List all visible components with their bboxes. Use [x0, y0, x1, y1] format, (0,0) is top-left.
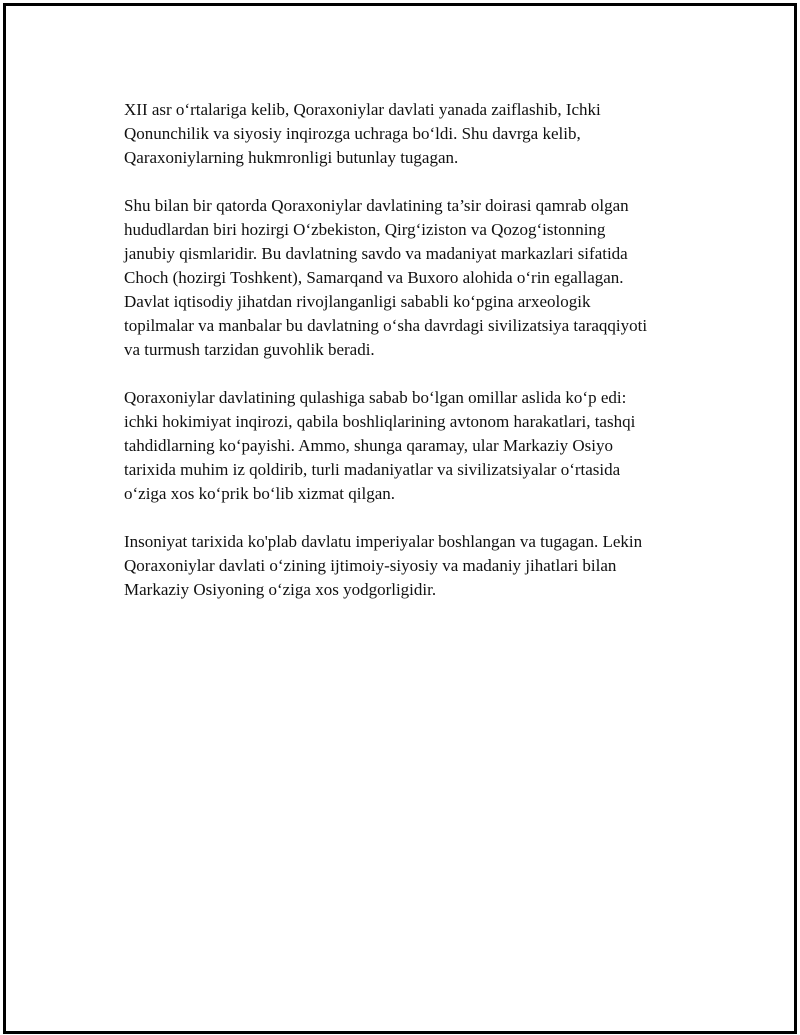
document-body [124, 98, 704, 626]
text-line: topilmalar va manbalar bu davlatning o‘sha davrdagi sivilizatsiya taraqqiyoti [124, 316, 648, 335]
page-frame [3, 3, 797, 1034]
text-line: o‘ziga xos ko‘prik bo‘lib xizmat qilgan. [124, 484, 395, 503]
paragraph-4 [124, 530, 704, 602]
text-line: tahdidlarning ko‘payishi. Ammo, shunga qaramay, ular Markaziy Osiyo [124, 436, 613, 455]
paragraph-1 [124, 98, 704, 170]
text-line: Markaziy Osiyoning o‘ziga xos yodgorligidir. [124, 580, 437, 599]
text-line: hududlardan biri hozirgi O‘zbekiston, Qirg‘iziston va Qozog‘istonning [124, 220, 606, 239]
text-line: XII asr o‘rtalariga kelib, Qoraxoniylar davlati yanada zaiflashib, Ichki [124, 100, 601, 119]
text-line: Choch (hozirgi Toshkent), Samarqand va Buxoro alohida o‘rin egallagan. [124, 268, 624, 287]
text-line: va turmush tarzidan guvohlik beradi. [124, 340, 375, 359]
text-line: Qoraxoniylar davlatining qulashiga sabab bo‘lgan omillar aslida ko‘p edi: [124, 388, 627, 407]
text-line: Shu bilan bir qatorda Qoraxoniylar davlatining ta’sir doirasi qamrab olgan [124, 196, 629, 215]
text-line: Qoraxoniylar davlati o‘zining ijtimoiy-siyosiy va madaniy jihatlari bilan [124, 556, 617, 575]
text-line: Qaraxoniylarning hukmronligi butunlay tugagan. [124, 148, 459, 167]
paragraph-3 [124, 386, 704, 506]
text-line: tarixida muhim iz qoldirib, turli madaniyatlar va sivilizatsiyalar o‘rtasida [124, 460, 621, 479]
text-line: janubiy qismlaridir. Bu davlatning savdo va madaniyat markazlari sifatida [124, 244, 628, 263]
text-line: Insoniyat tarixida ko'plab davlatu imperiyalar boshlangan va tugagan. Lekin [124, 532, 643, 551]
paragraph-2 [124, 194, 704, 362]
text-line: Qonunchilik va siyosiy inqirozga uchraga bo‘ldi. Shu davrga kelib, [124, 124, 581, 143]
text-line: Davlat iqtisodiy jihatdan rivojlanganligi sababli ko‘pgina arxeologik [124, 292, 591, 311]
text-line: ichki hokimiyat inqirozi, qabila boshliqlarining avtonom harakatlari, tashqi [124, 412, 636, 431]
